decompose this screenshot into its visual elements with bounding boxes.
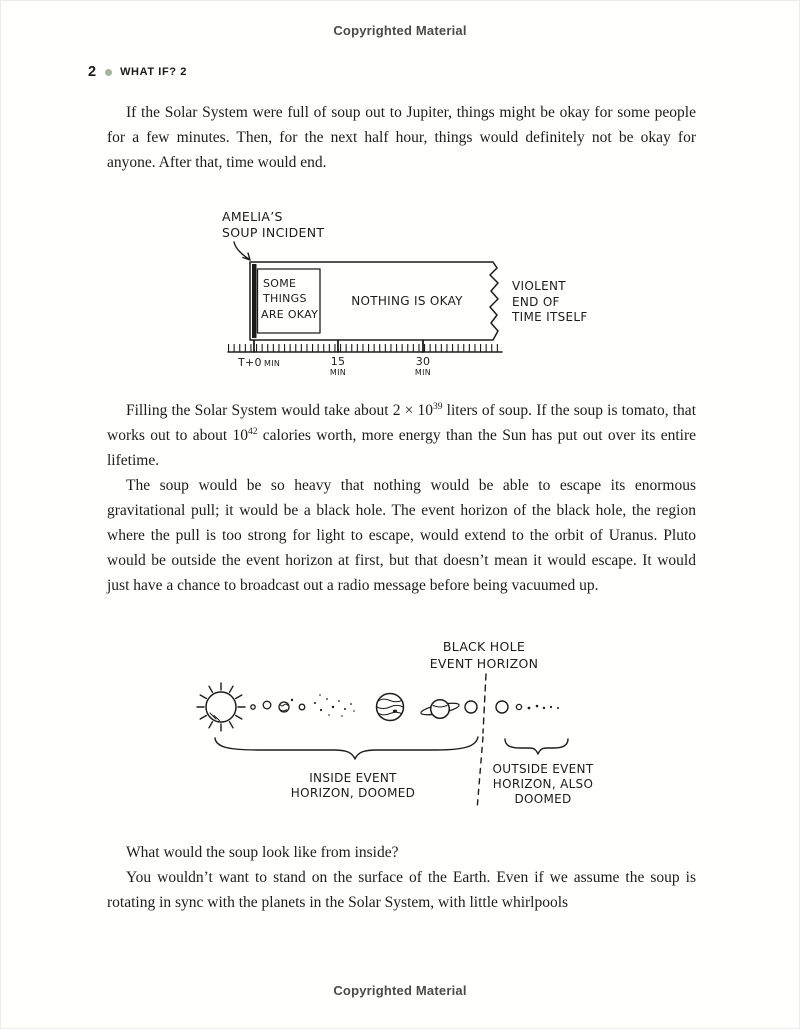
mars-icon xyxy=(299,704,305,710)
horizon-label-line2: EVENT HORIZON xyxy=(429,656,539,671)
mercury-icon xyxy=(251,705,255,709)
inside-horizon-brace xyxy=(215,737,478,759)
event-horizon-dashed-line-upper xyxy=(483,674,486,733)
venus-icon xyxy=(263,701,271,709)
book-title: WHAT IF? 2 xyxy=(120,66,187,78)
text-block-bottom xyxy=(107,840,696,915)
outside-label-line3: DOOMED xyxy=(514,792,572,806)
inside-label-line1: INSIDE EVENT xyxy=(309,771,397,785)
segment2-label: NOTHING IS OKAY xyxy=(351,294,463,308)
paragraph-earth-surface: You wouldn’t want to stand on the surface of the Earth. Even if we assume the soup is rotating in sync with the planets in the Solar System, with little whirlpools xyxy=(107,869,696,911)
segment1-label-line3: ARE OKAY xyxy=(261,308,319,321)
outside-label-line1: OUTSIDE EVENT xyxy=(492,762,594,776)
axis-label-t0-unit: MIN xyxy=(264,359,281,368)
earth-icon xyxy=(279,699,293,712)
p2-superscript-1: 39 xyxy=(433,401,443,412)
jupiter-icon xyxy=(377,694,404,721)
solar-system-figure xyxy=(183,630,618,822)
horizon-label-line1: BLACK HOLE xyxy=(442,639,526,654)
segment1-label-line2: THINGS xyxy=(263,292,307,305)
end-label-line2: END OF xyxy=(512,295,560,309)
timeline-start-marker xyxy=(252,264,257,338)
p2-text-3: calories worth, more energy than the Sun has put out over its entire lifetime. xyxy=(107,427,696,469)
p2-text-2: liters of soup. If the soup is tomato, that works out to about 10 xyxy=(107,402,696,444)
paragraph-soup-intro: If the Solar System were full of soup out to Jupiter, things might be okay for some people for a few minutes. Then, for the next half hour, things would definitely not be okay for anyone. After that, time would end. xyxy=(107,104,696,171)
axis-label-t0: T+0 xyxy=(238,356,262,369)
p2-superscript-2: 42 xyxy=(247,426,258,437)
outside-horizon-brace xyxy=(505,739,568,754)
neptune-icon xyxy=(496,701,508,713)
event-horizon-dashed-line-lower xyxy=(477,737,483,810)
annotation-arrow-icon xyxy=(234,242,250,260)
axis-label-30-unit: MIN xyxy=(414,368,432,377)
page-number: 2 xyxy=(88,64,97,80)
timeline-figure xyxy=(218,206,610,380)
end-label-line1: VIOLENT xyxy=(512,279,566,293)
text-block-middle xyxy=(107,398,696,598)
asteroid-belt-icon xyxy=(314,694,355,717)
axis-label-30: 30 xyxy=(415,355,431,368)
figure-annotation-line2: SOUP INCIDENT xyxy=(222,225,325,240)
axis-label-15: 15 xyxy=(330,355,346,368)
outside-label-line2: HORIZON, ALSO xyxy=(492,777,594,791)
copyright-notice-top: Copyrighted Material xyxy=(333,23,467,38)
outer-objects-icon xyxy=(516,704,559,709)
uranus-icon xyxy=(465,701,477,713)
header-bullet-icon xyxy=(105,69,112,76)
figure-annotation-line1: AMELIA’S xyxy=(222,209,283,224)
axis-label-15-unit: MIN xyxy=(329,368,347,377)
paragraph-black-hole: The soup would be so heavy that nothing would be able to escape its enormous gravitational pull; it would be a black hole. The event horizon of the black hole, the region where the pull is too strong for light to escape, would extend to the orbit of Uranus. Pluto would be outside the event horizon at first, but that doesn’t mean it would escape. It would just have a chance to broadcast out a radio message before being vacuumed up. xyxy=(107,477,696,594)
sun-icon xyxy=(197,683,245,731)
paragraph-soup-volume xyxy=(107,398,696,473)
running-header xyxy=(88,64,187,80)
end-label-line3: TIME ITSELF xyxy=(512,310,588,324)
saturn-icon xyxy=(420,700,460,719)
paragraph-soup-inside-question: What would the soup look like from inside? xyxy=(126,844,399,861)
inside-label-line2: HORIZON, DOOMED xyxy=(290,786,416,800)
text-block-intro xyxy=(107,100,696,175)
segment1-label-line1: SOME xyxy=(263,277,297,290)
p2-text-1: Filling the Solar System would take about 2 × 10 xyxy=(126,402,434,419)
copyright-notice-bottom: Copyrighted Material xyxy=(333,983,467,998)
